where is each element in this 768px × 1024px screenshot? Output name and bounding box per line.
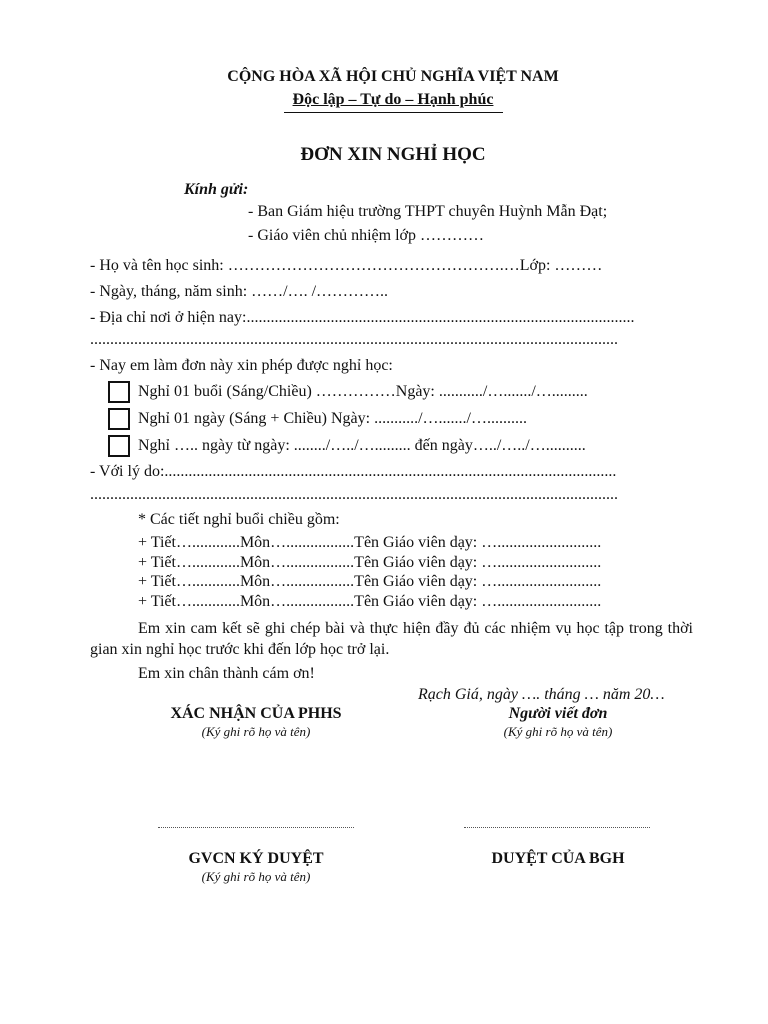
commitment-paragraph: Em xin cam kết sẽ ghi chép bài và thực hiện đầy đủ các nhiệm vụ học tập trong thời gian xin nghỉ học trước khi đến lớp học trở lại. — [90, 620, 693, 658]
gvcn-sign-note: (Ký ghi rõ họ và tên) — [201, 869, 311, 884]
option-half-day: Nghỉ 01 buổi (Sáng/Chiều) ……………Ngày: .........../…......./…......... — [138, 383, 588, 400]
option-multi-day-checkbox[interactable] — [108, 435, 130, 457]
parent-sign-note: (Ký ghi rõ họ và tên) — [201, 724, 311, 739]
reason-continuation: .................................................................................................................................... — [90, 486, 618, 503]
writer-title: Người viết đơn — [508, 705, 608, 722]
dob-field: - Ngày, tháng, năm sinh: ……/…. /………….. — [90, 283, 389, 300]
period-row: + Tiết…............Môn….................Tên Giáo viên dạy: ….......................... — [138, 554, 602, 571]
country-name: CỘNG HÒA XÃ HỘI CHỦ NGHĨA VIỆT NAM — [227, 68, 559, 85]
option-multi-day: Nghỉ ….. ngày từ ngày: ......../…../…......... đến ngày…../…../….......... — [138, 437, 586, 454]
period-row: + Tiết…............Môn….................Tên Giáo viên dạy: ….......................... — [138, 573, 602, 590]
recipient-school: - Ban Giám hiệu trường THPT chuyên Huỳnh Mẫn Đạt; — [248, 203, 608, 220]
student-name-field: - Họ và tên học sinh: …………………………………………….…Lớp: ……… — [90, 257, 603, 274]
document-title: ĐƠN XIN NGHỈ HỌC — [300, 144, 486, 165]
bgh-approval-title: DUYỆT CỦA BGH — [491, 850, 625, 867]
period-row: + Tiết…............Môn….................Tên Giáo viên dạy: ….......................... — [138, 534, 602, 551]
date-line: Rạch Giá, ngày …. tháng … năm 20… — [418, 686, 665, 703]
recipient-label: Kính gửi: — [184, 181, 249, 198]
writer-signature-line — [464, 827, 650, 828]
motto-underline — [284, 112, 503, 113]
reason-field: - Với lý do:................................................................................................................. — [90, 463, 617, 480]
option-half-day-checkbox[interactable] — [108, 381, 130, 403]
option-full-day: Nghỉ 01 ngày (Sáng + Chiều) Ngày: .........../…......./….......... — [138, 410, 527, 427]
writer-sign-note: (Ký ghi rõ họ và tên) — [503, 724, 613, 739]
gvcn-approval-title: GVCN KÝ DUYỆT — [188, 850, 324, 867]
afternoon-heading: * Các tiết nghỉ buổi chiều gồm: — [138, 511, 340, 528]
address-field: - Địa chỉ nơi ở hiện nay:................................................................................................. — [90, 309, 635, 326]
thanks-line: Em xin chân thành cám ơn! — [138, 665, 315, 682]
request-line: - Nay em làm đơn này xin phép được nghỉ học: — [90, 357, 393, 374]
motto: Độc lập – Tự do – Hạnh phúc — [292, 91, 494, 108]
parent-confirm-title: XÁC NHẬN CỦA PHHS — [170, 705, 342, 722]
parent-signature-line — [158, 827, 354, 828]
address-continuation: .................................................................................................................................... — [90, 331, 618, 348]
period-row: + Tiết…............Môn….................Tên Giáo viên dạy: ….......................... — [138, 593, 602, 610]
option-full-day-checkbox[interactable] — [108, 408, 130, 430]
recipient-teacher: - Giáo viên chủ nhiệm lớp ………… — [248, 227, 484, 244]
